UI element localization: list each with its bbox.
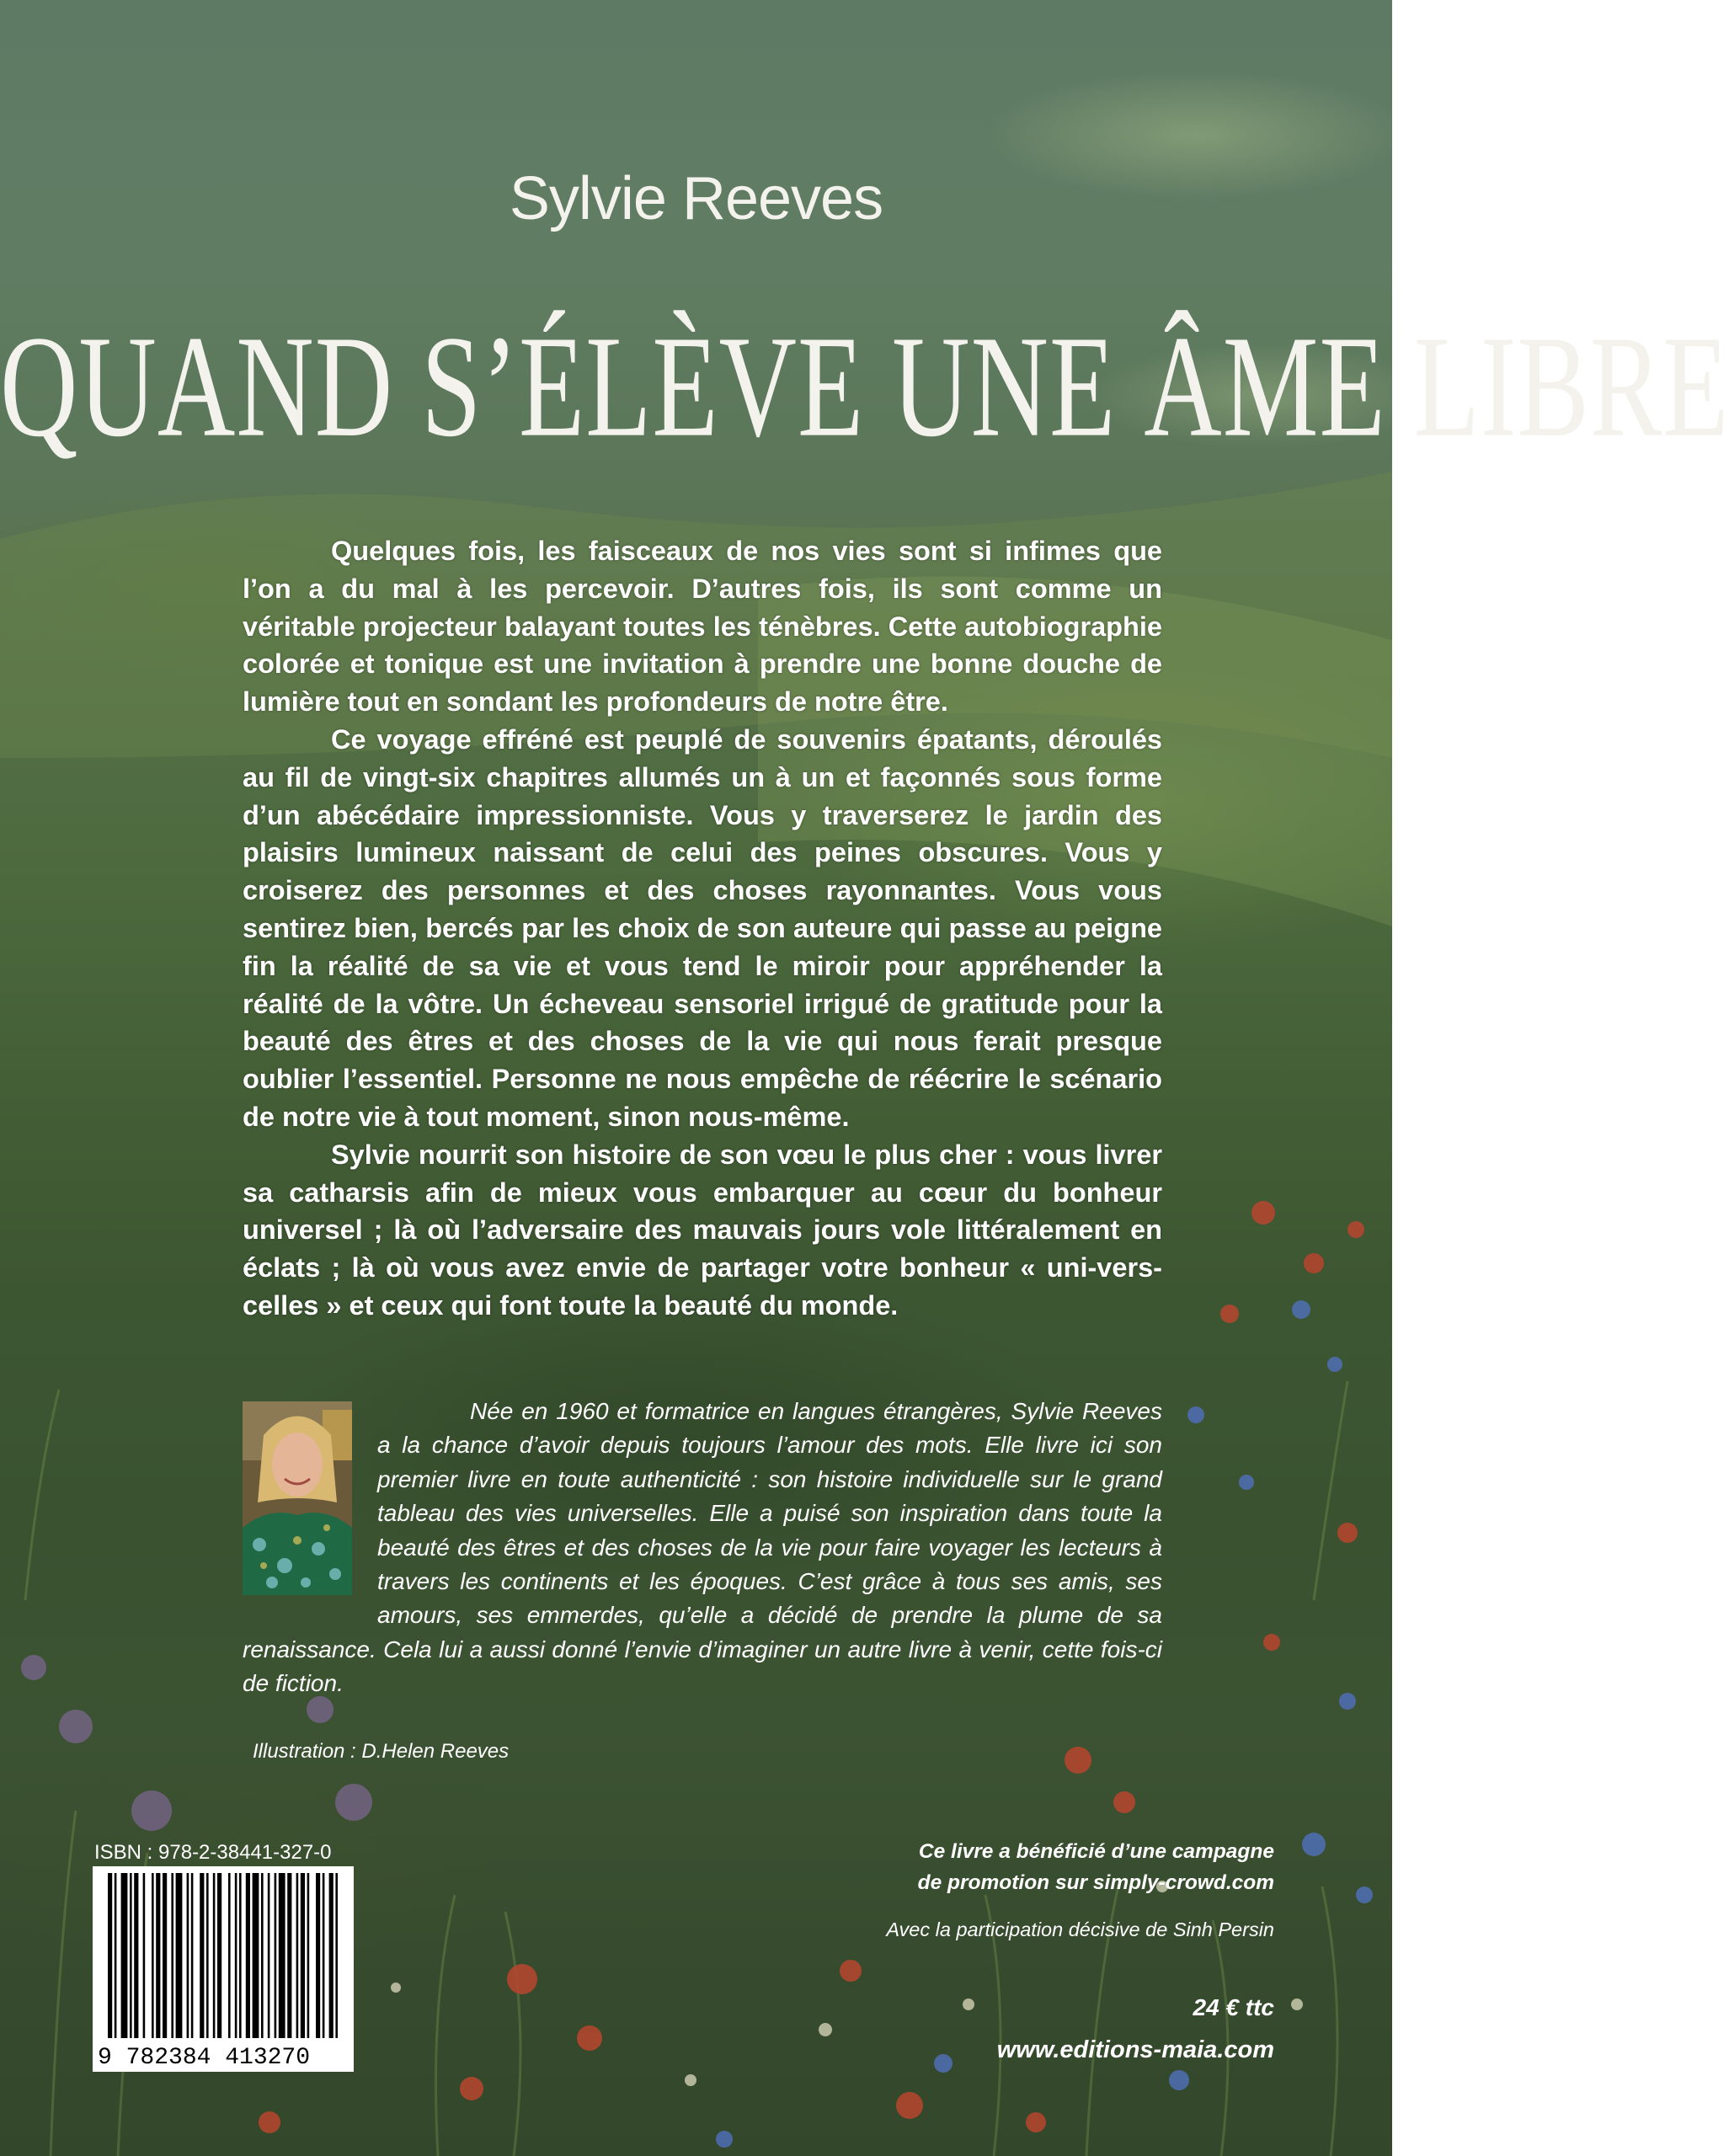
- barcode-bar: [176, 1873, 183, 2038]
- author-bio-text: Née en 1960 et formatrice en langues étrangères, Sylvie Reeves a la chance d’avoir depuis toujours l’amour des mots. Elle livre ici son premier livre en toute authenticité : son histoire individuelle sur le grand tableau des vies universelles. Elle a puisé son inspiration dans toute la beauté des êtres et des choses de la vie pour faire voyager les lecteurs à travers les continents et les époques. C’est grâce à tous ses amis, ses amours, ses emmerdes, qu’elle a décidé de prendre la plume de sa renaissance. Cela lui a aussi donné l’envie d’imaginer un autre livre à venir, cette fois-ci de fiction.: [243, 1398, 1162, 1697]
- isbn-label: ISBN : 978-2-38441-327-0: [94, 1841, 332, 1864]
- book-blurb: [243, 532, 1162, 1325]
- barcode-bar: [301, 1873, 305, 2038]
- author-name: Sylvie Reeves: [509, 165, 883, 232]
- barcode-bar: [152, 1873, 154, 2038]
- barcode-bar: [143, 1873, 146, 2038]
- barcode-bar: [253, 1873, 259, 2038]
- price: 24 € ttc: [1193, 1994, 1274, 2020]
- barcode-bar: [268, 1873, 270, 2038]
- barcode-bar: [275, 1873, 277, 2038]
- promotion-note: [918, 1836, 1274, 1898]
- barcode-bar: [200, 1873, 204, 2038]
- barcode-bar: [228, 1873, 231, 2038]
- barcode-bar: [206, 1873, 209, 2038]
- author-bio: [243, 1395, 1162, 1701]
- barcode-bar: [235, 1873, 237, 2038]
- barcode-bar: [108, 1873, 112, 2038]
- barcode: [93, 1866, 354, 2072]
- barcode-bar: [239, 1873, 242, 2038]
- barcode-bar: [323, 1873, 325, 2038]
- barcode-bar: [156, 1873, 160, 2038]
- barcode-bar: [316, 1873, 320, 2038]
- barcode-bar: [261, 1873, 264, 2038]
- book-title: QUAND S’ÉLÈVE UNE ÂME LIBRE: [0, 305, 1729, 467]
- barcode-bar: [307, 1873, 310, 2038]
- barcode-bar: [335, 1873, 338, 2038]
- barcode-bar: [121, 1873, 128, 2038]
- barcode-bar: [246, 1873, 250, 2038]
- barcode-bar: [279, 1873, 285, 2038]
- barcode-digits: 9 782384 413270: [98, 2045, 311, 2071]
- promotion-line: Ce livre a bénéficié d’une campagne: [918, 1840, 1274, 1863]
- barcode-bar: [187, 1873, 189, 2038]
- barcode-bar: [296, 1873, 299, 2038]
- blurb-paragraph: Ce voyage effréné est peuplé de souvenirs épatants, déroulés au fil de vingt-six chapitres allumés un à un et façonnés sous forme d’un abécédaire impressionniste. Vous y traverserez le jardin des plaisirs lumineux naissant de celui des peines obscures. Vous y croiserez des personnes et des choses rayonnantes. Vous vous sentirez bien, bercés par les choix de son auteure qui passe au peigne fin la réalité de sa vie et vous tend le miroir pour appréhender la réalité de la vôtre. Un écheveau sensoriel irrigué de gratitude pour la beauté des êtres et des choses de la vie qui nous ferait presque oublier l’essentiel. Personne ne nous empêche de réécrire le scénario de notre vie à tout moment, sinon nous-même.: [243, 723, 1162, 1132]
- barcode-bar: [217, 1873, 221, 2038]
- partner-credit: Avec la participation décisive de Sinh Persin: [886, 1919, 1274, 1940]
- barcode-bar: [115, 1873, 117, 2038]
- barcode-bar: [171, 1873, 173, 2038]
- publisher-website: www.editions-maia.com: [996, 2036, 1274, 2063]
- barcode-bar: [191, 1873, 194, 2038]
- barcode-bar: [287, 1873, 291, 2038]
- barcode-bar: [213, 1873, 216, 2038]
- blurb-paragraph: Sylvie nourrit son histoire de son vœu le plus cher : vous livrer sa catharsis afin de mieux vous embarquer au cœur du bonheur universel ; là où l’adversaire des mauvais jours vole littéralement en éclats ; là où vous avez envie de partager votre bonheur « uni-vers-celles » et ceux qui font toute la beauté du monde.: [243, 1139, 1162, 1321]
- barcode-bar: [130, 1873, 132, 2038]
- barcode-bar: [134, 1873, 138, 2038]
- barcode-bar: [329, 1873, 334, 2038]
- promotion-line: de promotion sur simply-crowd.com: [917, 1871, 1274, 1894]
- barcode-bar: [163, 1873, 167, 2038]
- illustration-credit: Illustration : D.Helen Reeves: [253, 1740, 510, 1763]
- blurb-paragraph: Quelques fois, les faisceaux de nos vies sont si infimes que l’on a du mal à les percevoir. D’autres fois, ils sont comme un véritable projecteur balayant toutes les ténèbres. Cette autobiographie colorée et tonique est une invitation à prendre une bonne douche de lumière tout en sondant les profondeurs de notre être.: [243, 536, 1162, 718]
